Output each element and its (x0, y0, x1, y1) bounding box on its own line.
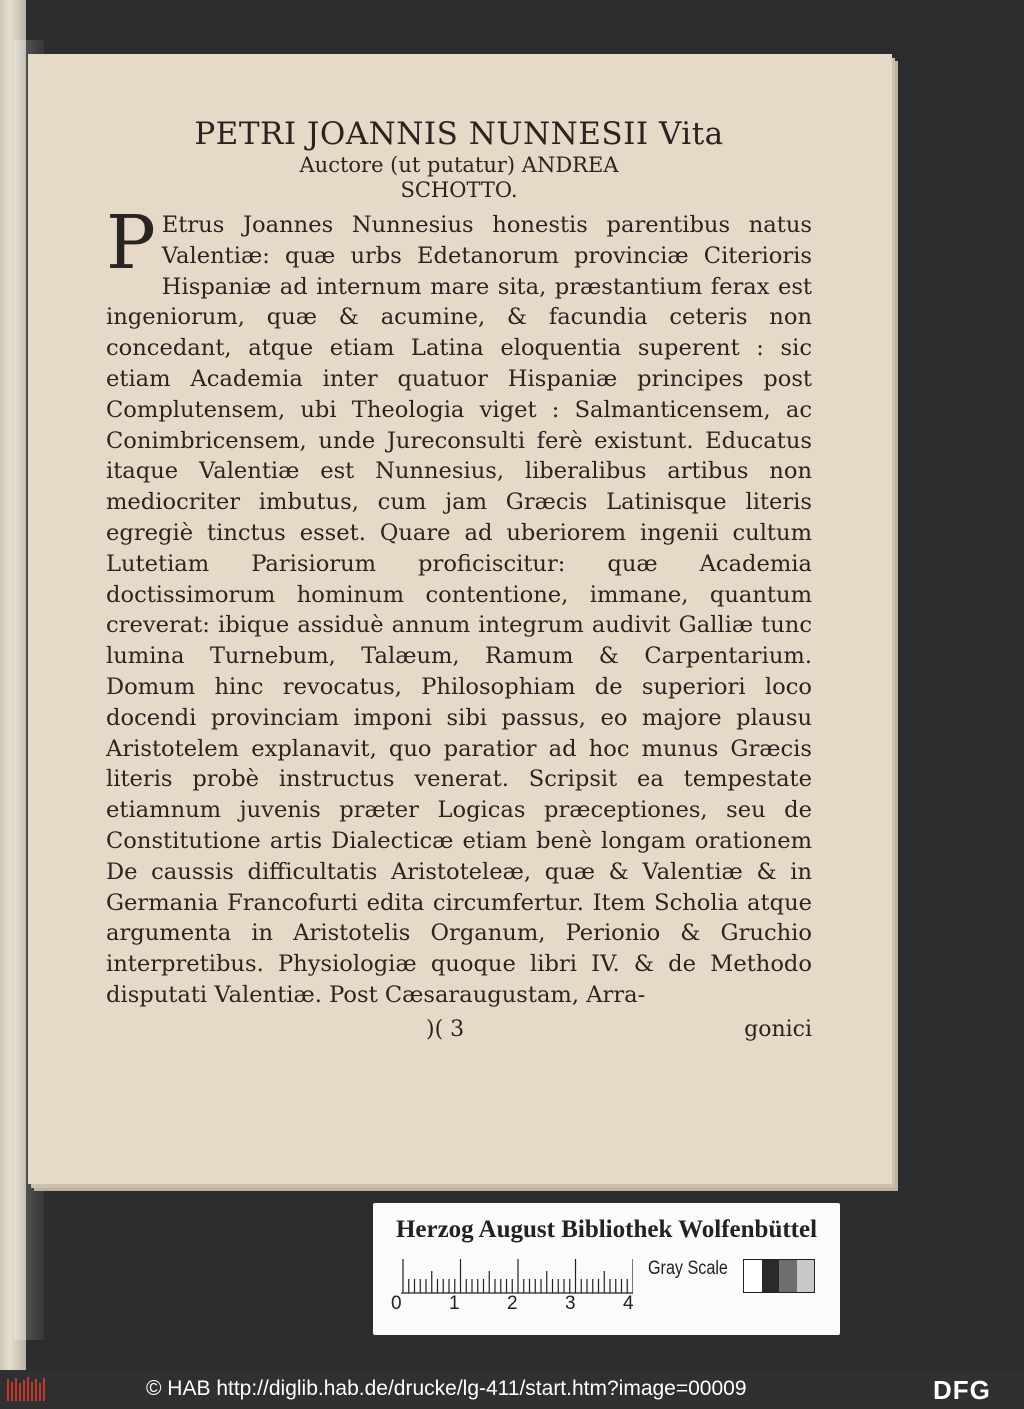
hab-barcode-logo-icon[interactable] (6, 1377, 48, 1403)
ruler-number-1: 1 (449, 1293, 460, 1314)
book-page (28, 54, 892, 1184)
catchword: gonici (744, 1016, 812, 1042)
footer-bar (0, 1370, 1024, 1409)
dfg-logo-icon[interactable]: DFG (933, 1375, 991, 1405)
color-reference-card (373, 1203, 840, 1335)
body-text: Etrus Joannes Nunnesius honestis parentibus natus Valentiæ: quæ urbs Edetanorum provinciæ Citerioris Hispaniæ ad internum mare sita, præstantium ferax est ingeniorum, quæ & acumine, & facundia ceteris non concedant, atque etiam Latina eloquentia superent : sic etiam Academia inter quatuor Hispaniæ principes post Complutensem, ubi Theologia viget : Salmanticensem, ac Conimbricensem, unde Jureconsulti ferè existunt. Educatus itaque Valentiæ est Nunnesius, liberalibus artibus non mediocriter imbutus, cum jam Græcis Latinisque literis egregiè tinctus esset. Quare ad uberiorem ingenii cultum Lutetiam Parisiorum proficiscitur: quæ Academia doctissimorum hominum contentione, immane, quantum creverat: ibique assiduè annum integrum audivit Galliæ tunc lumina Turnebum, Talæum, Ramum & Carpentarium. Domum hinc revocatus, Philosophiam de superiori loco docendi provinciam imponi sibi passus, eo majore plausu Aristotelem explanavit, quo paratior ad hoc munus Græcis literis probè instructus venerat. Scripsit ea tempestate etiamnum juvenis præter Logicas præceptiones, seu de Constitutione artis Dialecticæ etiam benè longam orationem De caussis difficultatis Aristoteleæ, quæ & Valentiæ & in Germania Francofurti edita circumfertur. Item Scholia atque argumenta in Aristotelis Organum, Perionio & Gruchio interpretibus. Physiologiæ quoque libri IV. & de Methodo disputati Valentiæ. Post Cæsaraugustam, Arra- (106, 212, 812, 1008)
gray-scale-swatches (743, 1259, 815, 1293)
gray-swatch-light-gray (797, 1260, 815, 1292)
page-text-block (106, 116, 812, 1047)
copyright-link[interactable]: © HAB http://diglib.hab.de/drucke/lg-411/start.htm?image=00009 (146, 1377, 747, 1400)
page-footer-line (106, 1017, 812, 1047)
page-subtitle: Auctore (ut putatur) ANDREA (299, 153, 619, 177)
body-paragraph (106, 200, 812, 1011)
page-subtitle-author: SCHOTTO. (400, 178, 518, 202)
drop-cap: P (106, 200, 156, 286)
institution-name: Herzog August Bibliothek Wolfenbüttel (395, 1216, 818, 1243)
gray-swatch-white (744, 1260, 762, 1292)
gray-scale-label: Gray Scale (648, 1258, 728, 1279)
page-title: PETRI JOANNIS NUNNESII Vita (194, 116, 724, 152)
signature-mark: )( 3 (426, 1016, 465, 1042)
ruler-number-3: 3 (565, 1293, 576, 1314)
gray-swatch-black (762, 1260, 780, 1292)
ruler (401, 1258, 633, 1294)
ruler-number-0: 0 (391, 1293, 402, 1314)
ruler-number-2: 2 (507, 1293, 518, 1314)
gray-swatch-dark-gray (779, 1260, 797, 1292)
ruler-number-4: 4 (623, 1293, 634, 1314)
